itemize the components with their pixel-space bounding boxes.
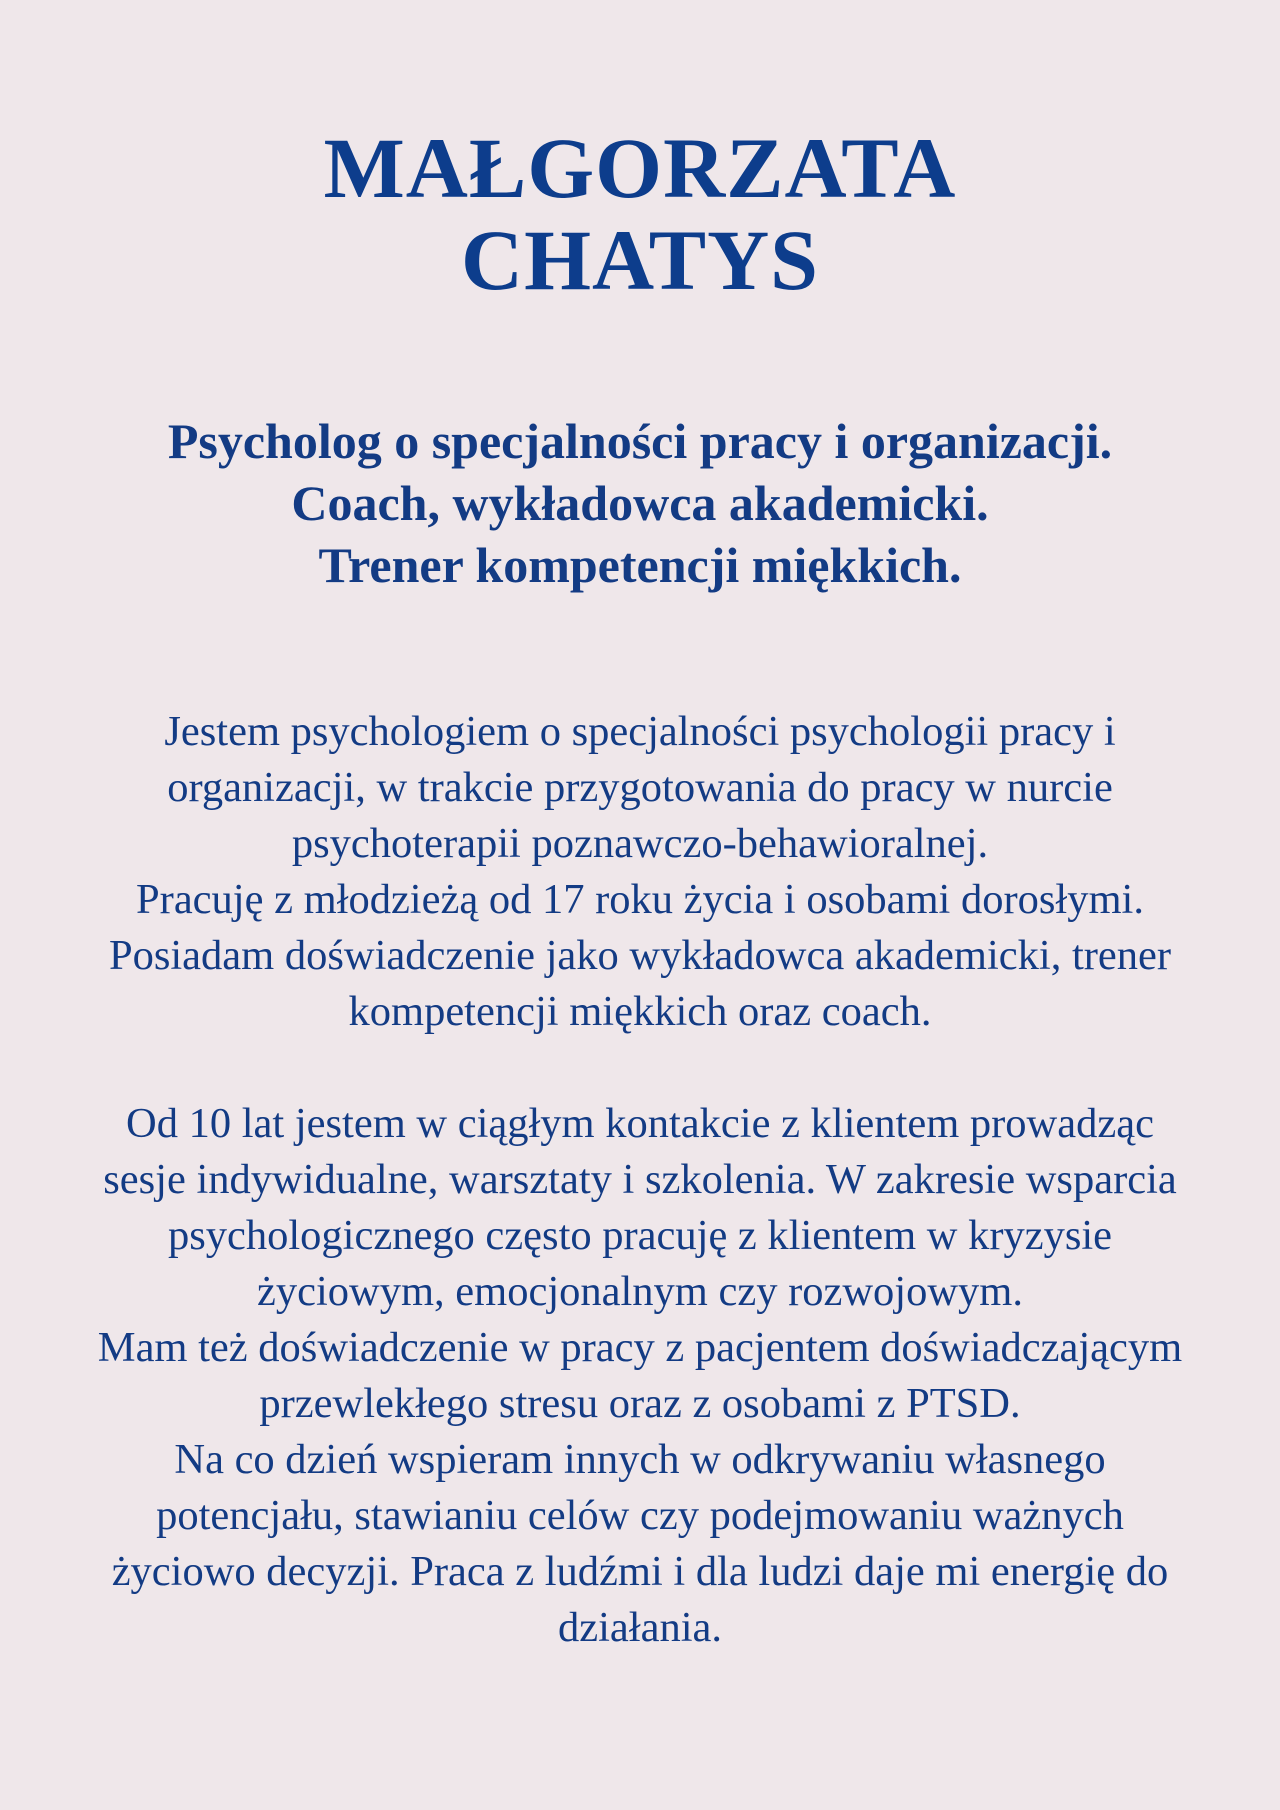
bio-line: kompetencji miękkich oraz coach. bbox=[348, 988, 932, 1035]
bio-line: Na co dzień wspieram innych w odkrywaniu własnego bbox=[174, 1436, 1106, 1483]
bio-line: przewlekłego stresu oraz z osobami z PTSD. bbox=[259, 1380, 1021, 1427]
bio-line: Od 10 lat jestem w ciągłym kontakcie z klientem prowadząc bbox=[126, 1100, 1154, 1147]
paragraph-spacer bbox=[0, 1040, 1280, 1096]
bio-line: sesje indywidualne, warsztaty i szkolenia. W zakresie wsparcia bbox=[103, 1156, 1177, 1203]
name-last: CHATYS bbox=[460, 212, 820, 308]
headline-line-1: Psycholog o specjalności pracy i organizacji. bbox=[167, 413, 1113, 469]
headline-line-3: Trener kompetencji miękkich. bbox=[318, 537, 962, 593]
bio-line: życiowym, emocjonalnym czy rozwojowym. bbox=[257, 1268, 1023, 1315]
bio-line: Mam też doświadczenie w pracy z pacjentem doświadczającym bbox=[97, 1324, 1183, 1371]
bio-line: Pracuję z młodzieżą od 17 roku życia i osobami dorosłymi. bbox=[136, 876, 1144, 923]
bio-line: organizacji, w trakcie przygotowania do pracy w nurcie bbox=[167, 764, 1113, 811]
bio-line: działania. bbox=[557, 1604, 722, 1651]
professional-headline bbox=[0, 410, 1280, 596]
bio-line: psychoterapii poznawczo-behawioralnej. bbox=[291, 820, 989, 867]
person-name bbox=[0, 122, 1280, 306]
headline-line-2: Coach, wykładowca akademicki. bbox=[291, 475, 989, 531]
bio-line: Posiadam doświadczenie jako wykładowca akademicki, trener bbox=[108, 932, 1172, 979]
name-first: MAŁGORZATA bbox=[323, 120, 957, 216]
bio-line: Jestem psychologiem o specjalności psychologii pracy i bbox=[164, 708, 1116, 755]
bio-paragraph-1 bbox=[0, 704, 1280, 1040]
bio-line: psychologicznego często pracuję z klientem w kryzysie bbox=[167, 1212, 1113, 1259]
bio-text bbox=[0, 704, 1280, 1656]
bio-line: potencjału, stawianiu celów czy podejmowaniu ważnych bbox=[156, 1492, 1124, 1539]
bio-line: życiowo decyzji. Praca z ludźmi i dla ludzi daje mi energię do bbox=[111, 1548, 1169, 1595]
bio-paragraph-2 bbox=[0, 1096, 1280, 1656]
